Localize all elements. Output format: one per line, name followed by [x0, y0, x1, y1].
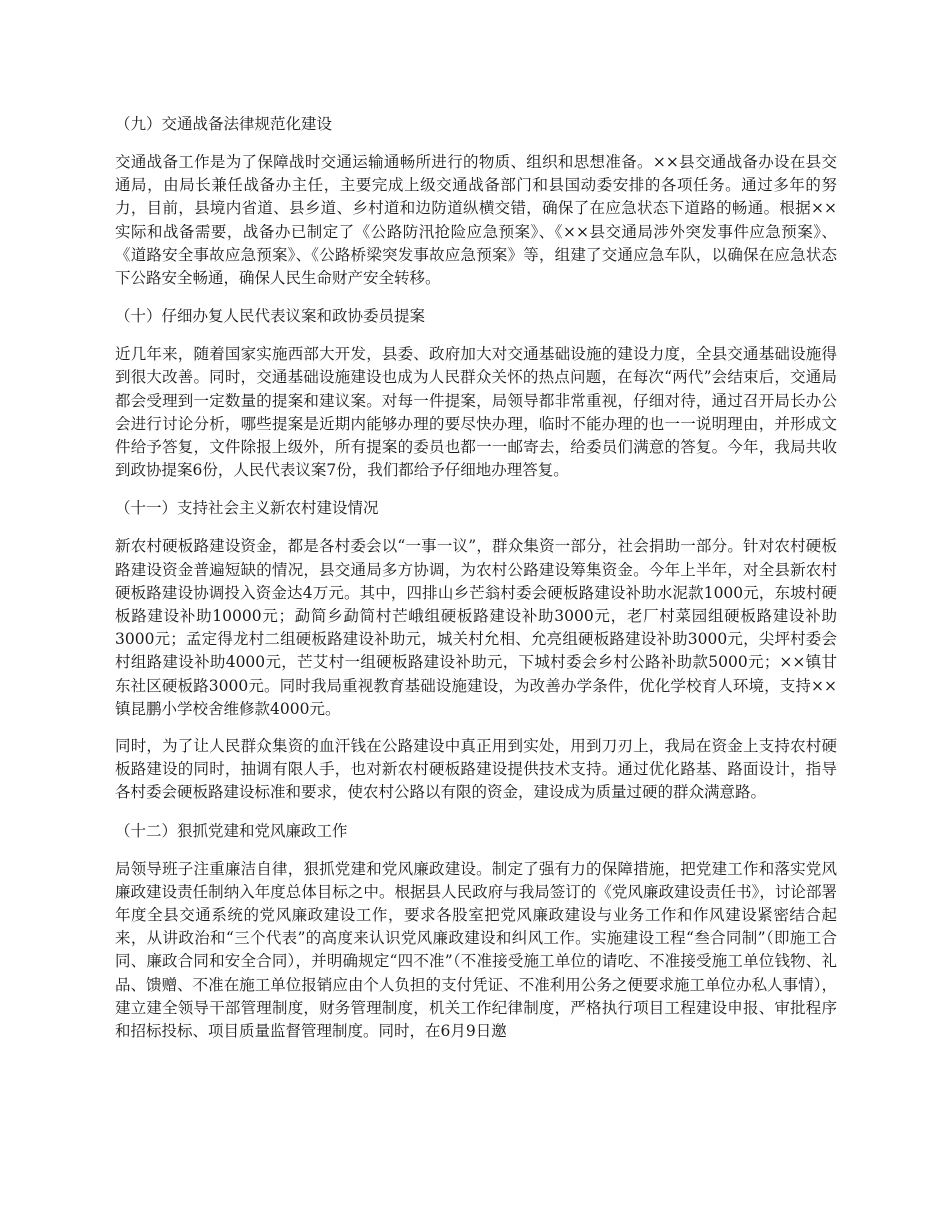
document-body: [115, 112, 837, 1057]
section-heading-9: （九）交通战备法律规范化建设: [115, 115, 333, 133]
section-11-paragraph-1: 新农村硬板路建设资金，都是各村委会以“一事一议”，群众集资一部分，社会捐助一部分。针对农村硬板路建设资金普遍短缺的情况，县交通局多方协调，为农村公路建设筹集资金。今年上半年，对全县新农村硬板路建设协调投入资金达4万元。其中，四排山乡芒翁村委会硬板路建设补助水泥款1000元，东坡村硬板路建设补助10000元；勐简乡勐简村芒峨组硬板路建设补助3000元，老厂村菜园组硬板路建设补助3000元；孟定得龙村二组硬板路建设补助元，城关村允相、允亮组硬板路建设补助3000元，尖坪村委会村组路建设补助4000元，芒艾村一组硬板路建设补助元，下城村委会乡村公路补助款5000元；××镇甘东社区硬板路3000元。同时我局重视教育基础设施建设，为改善办学条件，优化学校育人环境，支持××镇昆鹏小学校舍维修款4000元。: [115, 537, 837, 718]
section-10-paragraph: 近几年来，随着国家实施西部大开发，县委、政府加大对交通基础设施的建设力度，全县交通基础设施得到很大改善。同时，交通基础设施建设也成为人民群众关怀的热点问题，在每次“两代”会结束后，交通局都会受理到一定数量的提案和建议案。对每一件提案，局领导都非常重视，仔细对待，通过召开局长办公会进行讨论分析，哪些提案是近期内能够办理的要尽快办理，临时不能办理的也一一说明理由，并形成文件给予答复，文件除报上级外，所有提案的委员也都一一邮寄去，给委员们满意的答复。今年，我局共收到政协提案6份，人民代表议案7份，我们都给予仔细地办理答复。: [115, 345, 837, 480]
section-heading-10: （十）仔细办复人民代表议案和政协委员提案: [115, 307, 426, 326]
section-heading-11: （十一）支持社会主义新农村建设情况: [115, 499, 379, 518]
section-heading-12: （十二）狠抓党建和党风廉政工作: [115, 821, 348, 840]
section-11-paragraph-2: 同时，为了让人民群众集资的血汗钱在公路建设中真正用到实处，用到刀刃上，我局在资金上支持农村硬板路建设的同时，抽调有限人手，也对新农村硬板路建设提供技术支持。通过优化路基、路面设计，指导各村委会硬板路建设标准和要求，使农村公路以有限的资金，建设成为质量过硬的群众满意路。: [115, 737, 837, 802]
section-12-paragraph: 局领导班子注重廉洁自律，狠抓党建和党风廉政建设。制定了强有力的保障措施，把党建工作和落实党风廉政建设责任制纳入年度总体目标之中。根据县人民政府与我局签订的《党风廉政建设责任书》，讨论部署年度全县交通系统的党风廉政建设工作，要求各股室把党风廉政建设与业务工作和作风建设紧密结合起来，从讲政治和“三个代表”的高度来认识党风廉政建设和纠风工作。实施建设工程“叁合同制”（即施工合同、廉政合同和安全合同），并明确规定“四不准”（不准接受施工单位的请吃、不准接受施工单位钱物、礼品、馈赠、不准在施工单位报销应由个人负担的支付凭证、不准利用公务之便要求施工单位办私人事情），建立建全领导干部管理制度，财务管理制度，机关工作纪律制度，严格执行项目工程建设申报、审批程序和招标投标、项目质量监督管理制度。同时，在6月9日邀: [115, 859, 837, 1041]
section-9-paragraph: 交通战备工作是为了保障战时交通运输通畅所进行的物质、组织和思想准备。××县交通战备办设在县交通局，由局长兼任战备办主任，主要完成上级交通战备部门和县国动委安排的各项任务。通过多年的努力，目前，县境内省道、县乡道、乡村道和边防道纵横交错，确保了在应急状态下道路的畅通。根据××实际和战备需要，战备办已制定了《公路防汛抢险应急预案》、《××县交通局涉外突发事件应急预案》、《道路安全事故应急预案》、《公路桥梁突发事故应急预案》等，组建了交通应急车队，以确保在应急状态下公路安全畅通，确保人民生命财产安全转移。: [115, 153, 837, 288]
